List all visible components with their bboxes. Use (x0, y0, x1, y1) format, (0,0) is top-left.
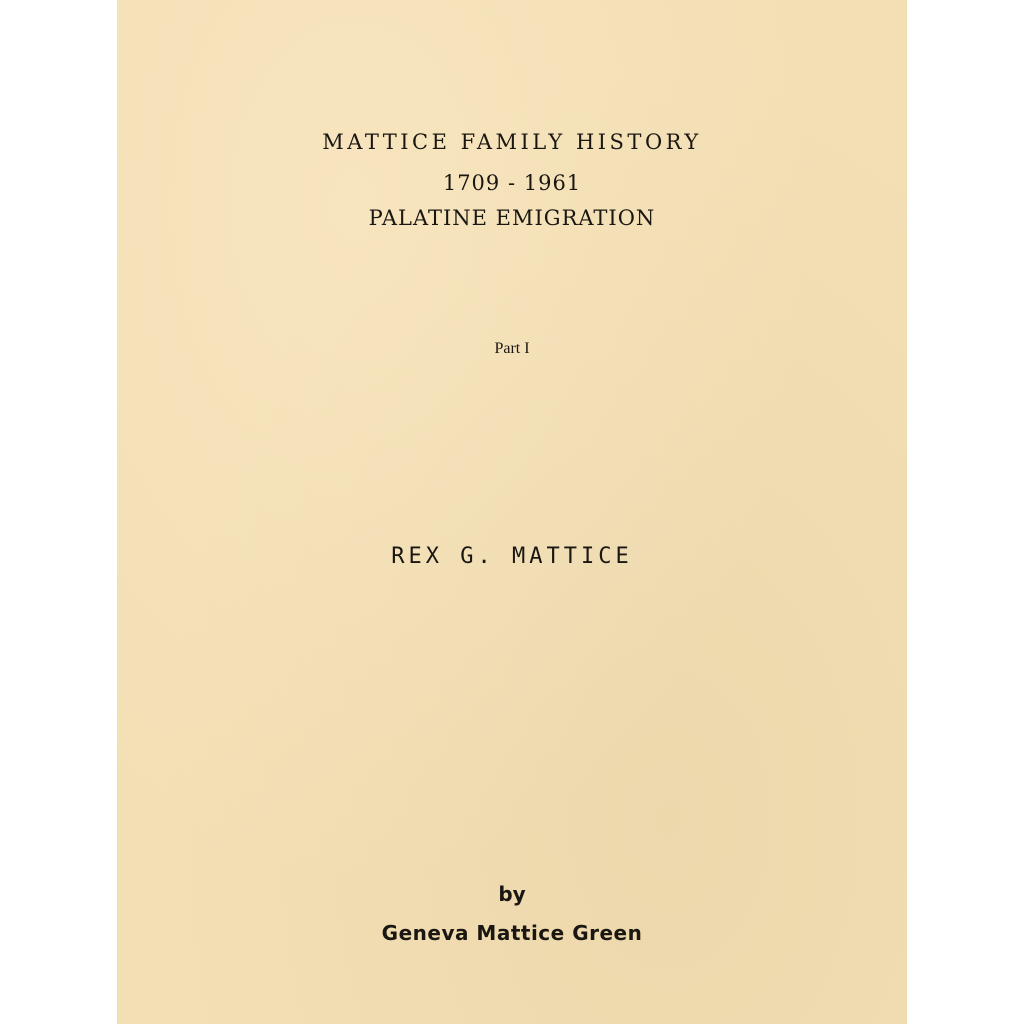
compiler-name: Geneva Mattice Green (381, 921, 643, 945)
by-label: by (498, 882, 526, 906)
date-range: 1709 - 1961 (442, 171, 582, 195)
author-name: REX G. MATTICE (391, 544, 633, 569)
document-subtitle: PALATINE EMIGRATION (368, 206, 656, 230)
document-page (117, 0, 907, 1024)
document-title: MATTICE FAMILY HISTORY (322, 130, 702, 154)
part-label: Part I (494, 340, 530, 357)
